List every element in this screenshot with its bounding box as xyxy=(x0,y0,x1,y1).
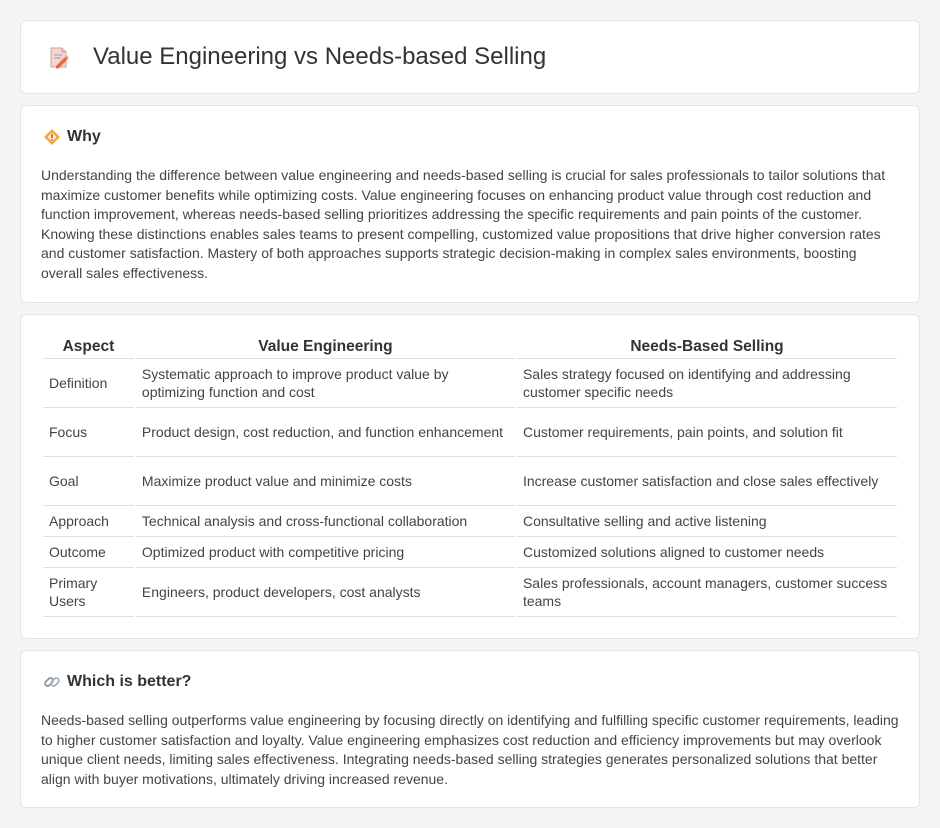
row-needs-based-selling: Increase customer satisfaction and close sales effectively xyxy=(517,457,897,506)
document-pencil-icon xyxy=(47,46,71,70)
row-aspect: Focus xyxy=(43,408,134,457)
table-row xyxy=(43,457,897,506)
row-aspect: Outcome xyxy=(43,537,134,568)
row-value-engineering: Engineers, product developers, cost analysts xyxy=(136,568,515,617)
row-needs-based-selling: Sales strategy focused on identifying and addressing customer specific needs xyxy=(517,359,897,408)
row-value-engineering: Optimized product with competitive pricing xyxy=(136,537,515,568)
row-value-engineering: Systematic approach to improve product value by optimizing function and cost xyxy=(136,359,515,408)
page-title: Value Engineering vs Needs-based Selling xyxy=(93,43,547,70)
row-aspect: Goal xyxy=(43,457,134,506)
comparison-card xyxy=(20,314,920,639)
row-needs-based-selling: Consultative selling and active listening xyxy=(517,506,897,537)
row-value-engineering: Product design, cost reduction, and function enhancement xyxy=(136,408,515,457)
table-row xyxy=(43,568,897,617)
link-icon xyxy=(43,673,61,691)
why-section xyxy=(20,105,920,303)
row-aspect: Definition xyxy=(43,359,134,408)
header-value-engineering: Value Engineering xyxy=(136,337,515,359)
header-needs-based-selling: Needs-Based Selling xyxy=(517,337,897,359)
row-aspect: Approach xyxy=(43,506,134,537)
row-needs-based-selling: Customized solutions aligned to customer needs xyxy=(517,537,897,568)
row-value-engineering: Technical analysis and cross-functional collaboration xyxy=(136,506,515,537)
which-is-better-section xyxy=(20,650,920,808)
comparison-table xyxy=(41,337,899,617)
why-text: Understanding the difference between value engineering and needs-based selling is crucial for sales professionals to tailor solutions that maximize customer benefits while optimizing costs. Value engineering focuses on enhancing product value through cost reduction and function improvement, whereas needs-based selling prioritizes addressing the specific requirements and pain points of the customer. Knowing these distinctions enables sales teams to present compelling, customized value propositions that drive higher conversion rates and customer satisfaction. Mastery of both approaches supports strategic decision-making in complex sales environments, boosting overall sales effectiveness. xyxy=(41,167,886,281)
row-aspect: Primary Users xyxy=(43,568,134,617)
row-value-engineering: Maximize product value and minimize costs xyxy=(136,457,515,506)
which-is-better-text: Needs-based selling outperforms value engineering by focusing directly on identifying and fulfilling specific customer requirements, leading to higher customer satisfaction and loyalty. Value engineering emphasizes cost reduction and efficiency improvements but may overlook unique client needs, limiting sales effectiveness. Integrating needs-based selling strategies generates personalized solutions that better align with buyer motivations, ultimately driving increased revenue. xyxy=(41,712,899,787)
why-title: Why xyxy=(67,128,101,145)
row-needs-based-selling: Customer requirements, pain points, and solution fit xyxy=(517,408,897,457)
header-aspect: Aspect xyxy=(43,337,134,359)
table-row xyxy=(43,408,897,457)
header-card xyxy=(20,20,920,94)
table-row xyxy=(43,359,897,408)
table-header-row xyxy=(43,337,897,359)
table-row xyxy=(43,506,897,537)
diamond-warning-icon xyxy=(43,128,61,146)
table-row xyxy=(43,537,897,568)
which-is-better-title: Which is better? xyxy=(67,673,192,690)
row-needs-based-selling: Sales professionals, account managers, customer success teams xyxy=(517,568,897,617)
